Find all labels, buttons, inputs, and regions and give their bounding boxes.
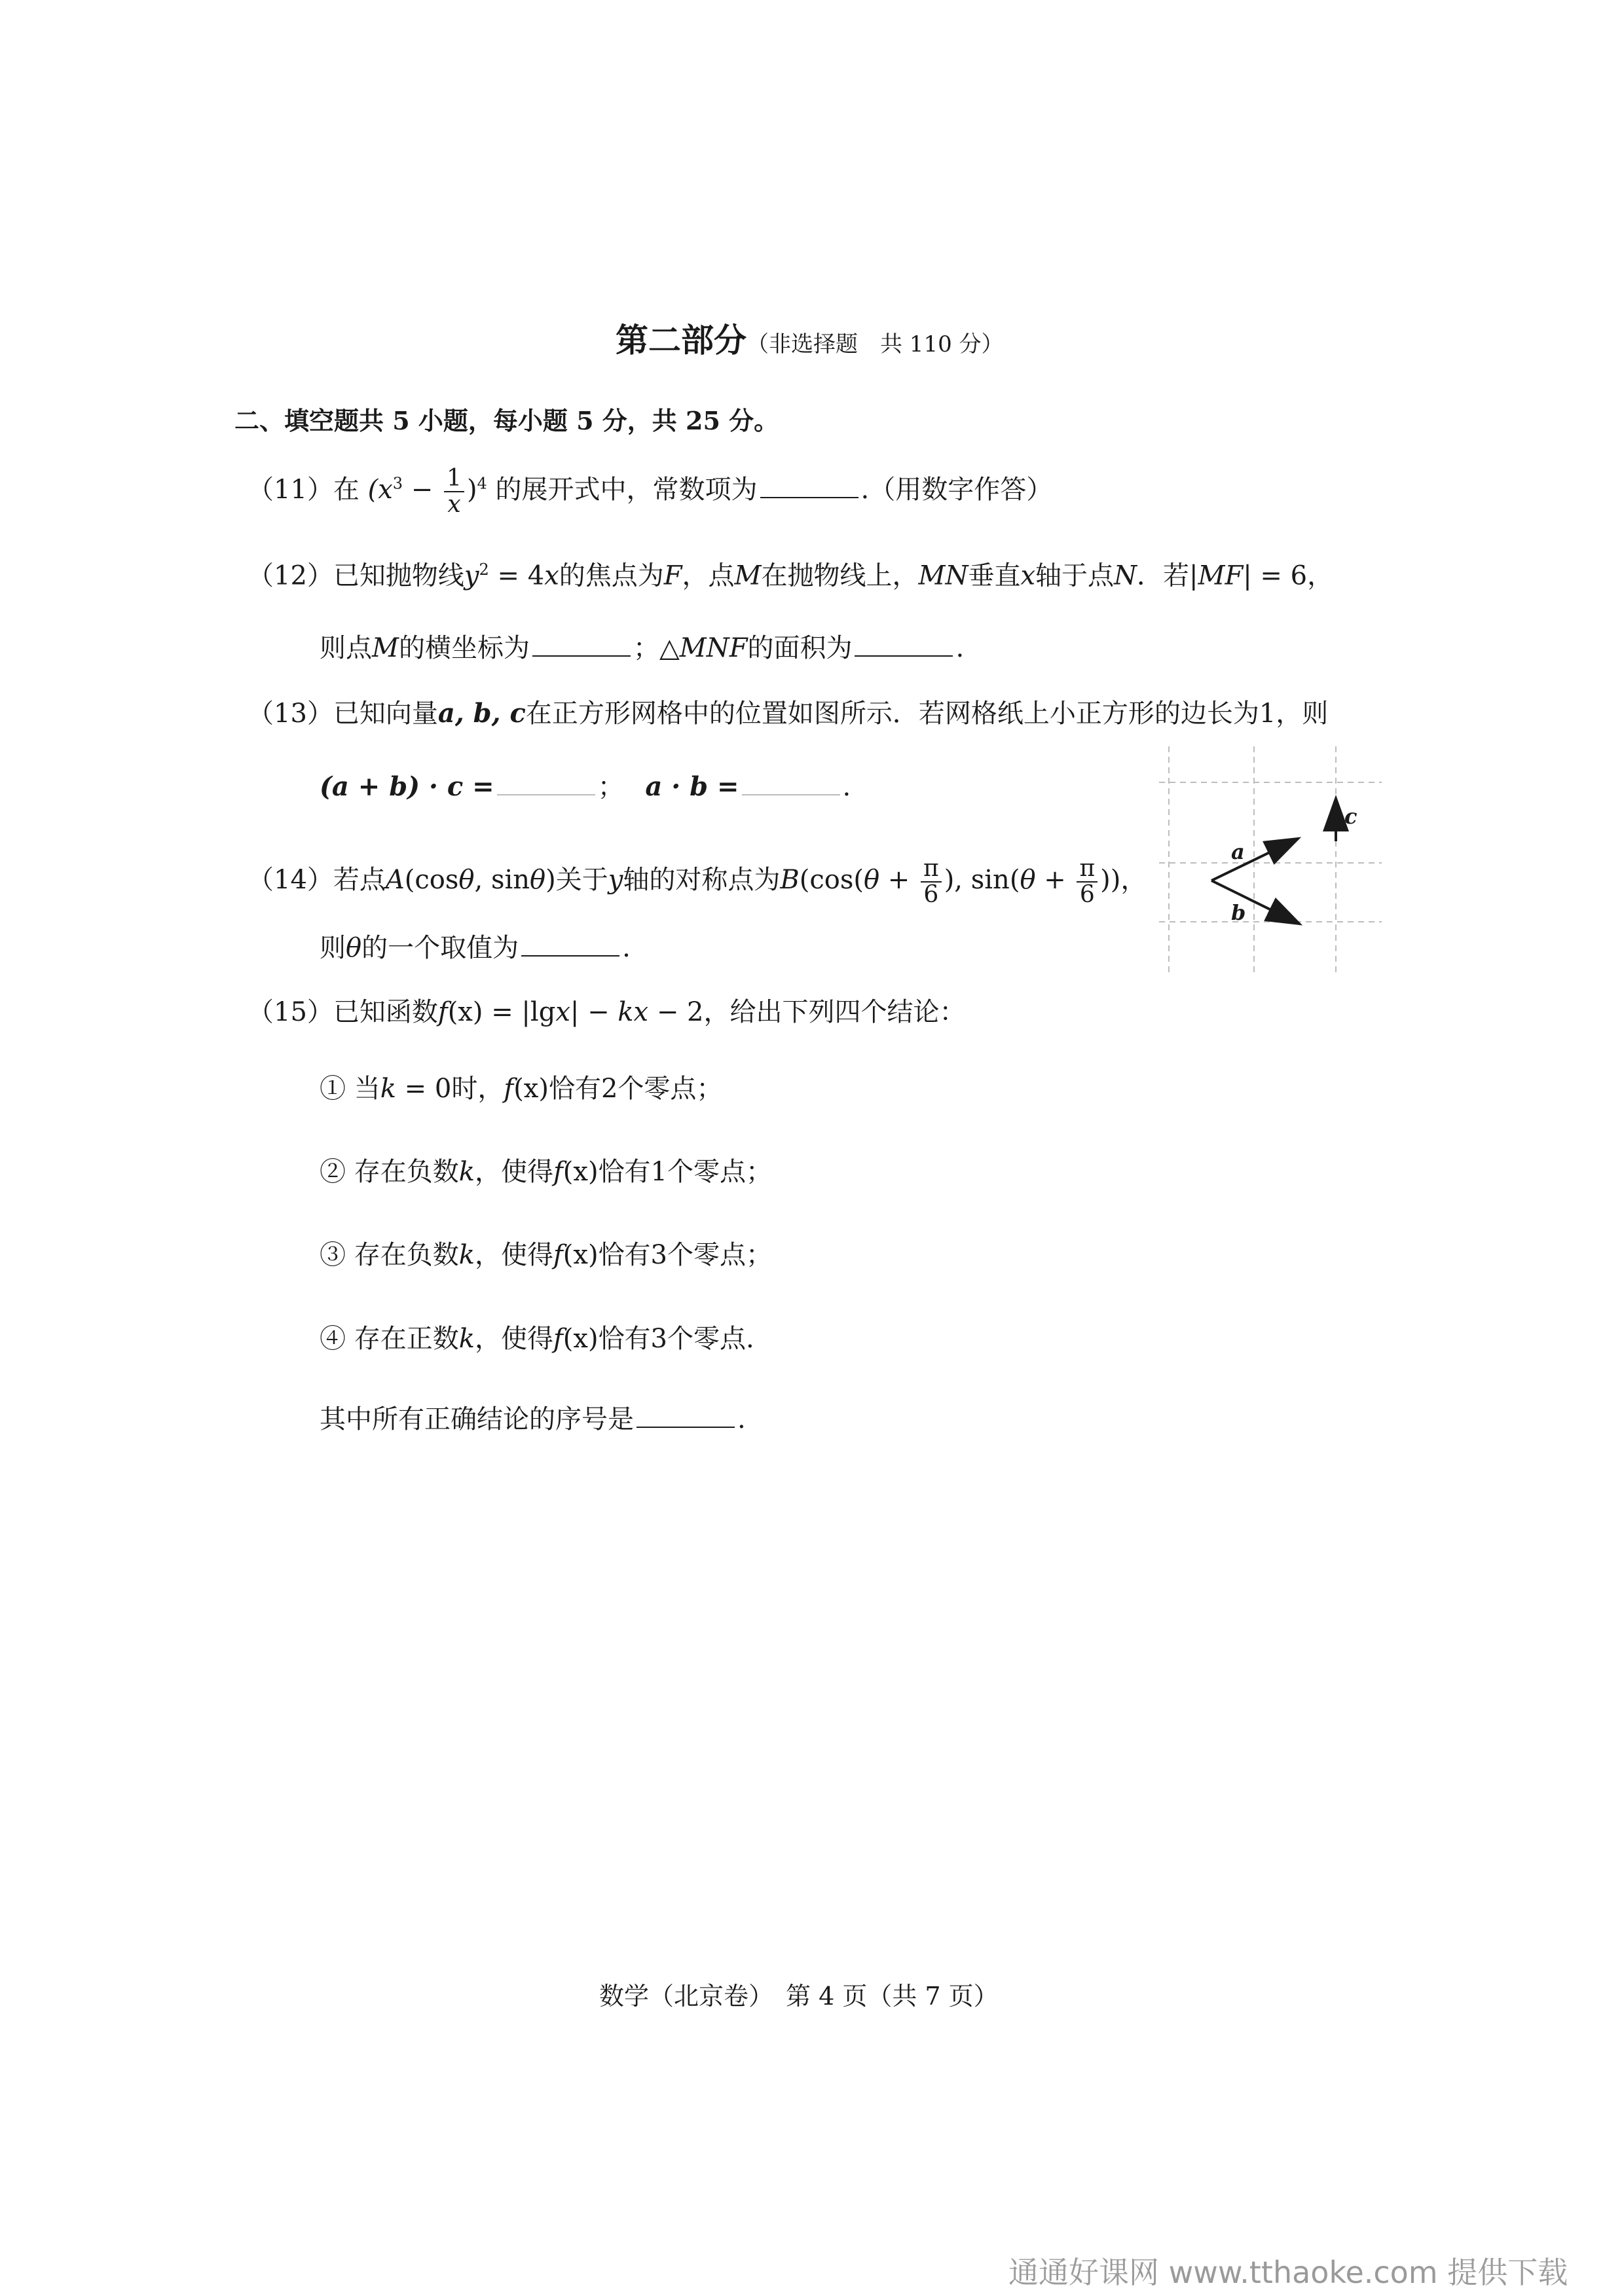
q12-l2d: 的面积为 (747, 633, 853, 663)
q14-A: A (385, 864, 405, 895)
q14-l2th: θ (346, 933, 362, 963)
q14-six2: 6 (1079, 881, 1095, 908)
q13-text2: 在正方形网格中的位置如图所示．若网格纸上小正方形的边长为1，则 (525, 699, 1329, 729)
q12-answer-blank-2 (855, 655, 953, 657)
q13-answer-blank-1 (497, 793, 595, 795)
q14-t8: ), sin( (944, 864, 1020, 895)
q13-vecs: a, b, c (437, 698, 526, 729)
q15-item-3-b: ，使得 (474, 1240, 553, 1270)
question-14-line2 (320, 935, 631, 961)
q14-t9: ))， (1100, 864, 1147, 895)
question-14 (248, 856, 1147, 907)
q15-item-3-k: k (458, 1240, 475, 1270)
q12-text8: = 6， (1251, 560, 1334, 591)
part-title (616, 314, 1004, 361)
question-15 (248, 999, 966, 1025)
watermark-text: 通通好课网 www.tthaoke.com 提供下载 (1008, 2255, 1568, 2290)
q11-expr-open: (x (367, 474, 393, 505)
q13-answer-blank-2 (742, 793, 840, 795)
vector-c-label: c (1344, 804, 1357, 829)
question-13 (248, 698, 1329, 729)
q15-item-4-b: ，使得 (474, 1324, 553, 1354)
q12-N: N (1114, 560, 1137, 591)
q14-text1: 若点 (333, 864, 386, 895)
q15-item-1-d: 恰有2个零点； (548, 1074, 723, 1104)
q12-text3: ，点 (682, 560, 735, 591)
q14-pi2: π (1077, 856, 1098, 883)
q14-l2c: . (622, 933, 631, 963)
q15-item-3 (320, 1242, 772, 1268)
q14-l2a: 则 (320, 933, 346, 963)
q15-item-2-k: k (458, 1157, 475, 1187)
q14-t2: (cos (404, 864, 459, 895)
q13-l2c: a · b = (645, 771, 739, 802)
question-12-line2 (320, 635, 964, 661)
q14-th2: θ (530, 864, 546, 895)
q15-item-3-d: 恰有3个零点； (598, 1240, 773, 1270)
q15-item-3-f: f (553, 1240, 563, 1270)
q12-xaxis: x (1020, 560, 1036, 591)
q15-item-2-d: 恰有1个零点； (598, 1157, 773, 1187)
q14-th4: θ (1020, 864, 1036, 895)
q15-item-4-d: 恰有3个零点. (598, 1324, 754, 1354)
q15-item-4-c: (x) (563, 1324, 599, 1354)
q15-x: x (555, 997, 570, 1027)
q14-answer-blank (521, 955, 619, 957)
q15-item-3-c: (x) (563, 1240, 599, 1270)
q14-pi1: π (921, 856, 942, 883)
q15-item-3-mark: ③ (320, 1240, 346, 1270)
q11-text1: 在 (333, 474, 360, 505)
q15-item-2-f: f (553, 1157, 563, 1187)
q11-fraction (444, 466, 464, 517)
part-title-main: 第二部分 (616, 321, 747, 359)
q12-l2c: ； (633, 633, 659, 663)
q14-frac-1 (921, 856, 942, 907)
vector-grid-figure (1159, 746, 1401, 975)
q15-mid: | − (570, 997, 618, 1027)
q14-t6: 轴的对称点为 (623, 864, 781, 895)
q12-F: F (663, 560, 682, 591)
q15-item-2 (320, 1159, 772, 1185)
q11-exp4: 4 (477, 474, 487, 493)
q12-MNF: MNF (679, 633, 748, 663)
q14-frac-2 (1077, 856, 1098, 907)
section-heading: 二、填空题共 5 小题，每小题 5 分，共 25 分。 (234, 406, 779, 435)
q14-l2b: 的一个取值为 (361, 933, 519, 963)
q15-item-1-c: (x) (513, 1074, 549, 1104)
q15-tail: − 2，给出下列四个结论： (648, 997, 966, 1027)
q14-t7: (cos( (799, 864, 864, 895)
q12-y: y (464, 560, 479, 591)
q13-number: （13） (248, 699, 333, 729)
q12-text4: 在抛物线上， (761, 560, 919, 591)
q14-y: y (608, 864, 623, 895)
q11-close: ) (466, 474, 477, 505)
q15-item-4-f: f (553, 1324, 563, 1354)
q14-t3: , sin (474, 864, 530, 895)
q12-text2: 的焦点为 (559, 560, 664, 591)
q15-item-4-mark: ④ (320, 1324, 346, 1354)
q14-B: B (780, 864, 800, 895)
q12-l2b: 的横坐标为 (398, 633, 530, 663)
q11-frac-num: 1 (444, 466, 464, 492)
q15-x2: x (633, 997, 649, 1027)
q12-abs: |MF| (1189, 560, 1252, 591)
q12-x: x (544, 560, 559, 591)
q15-item-1-mark: ① (320, 1074, 346, 1104)
q15-item-4-k: k (458, 1324, 475, 1354)
q15-item-1-b: = 0时， (396, 1074, 504, 1104)
q15-item-1-k: k (380, 1074, 396, 1104)
q15-item-2-c: (x) (563, 1157, 599, 1187)
q12-sq: 2 (479, 560, 489, 579)
q15-fx: (x) = |lg (447, 997, 556, 1027)
q15-t1: 已知函数 (333, 997, 438, 1027)
q15-item-2-a: 存在负数 (354, 1157, 459, 1187)
q15-item-1 (320, 1076, 722, 1102)
q15-answer-blank (637, 1426, 735, 1428)
q12-answer-blank-1 (532, 655, 631, 657)
q12-text7: ．若 (1137, 560, 1190, 591)
q14-plus2: + (1035, 864, 1075, 895)
q15-closing (320, 1406, 746, 1432)
q11-answer-blank (760, 496, 858, 498)
q14-th1: θ (458, 864, 475, 895)
q15-item-4-a: 存在正数 (354, 1324, 459, 1354)
q15-item-2-b: ，使得 (474, 1157, 553, 1187)
q11-minus: − (403, 474, 442, 505)
q11-exp3: 3 (392, 474, 403, 493)
q14-t4: ) (545, 864, 556, 895)
q11-number: （11） (248, 474, 333, 505)
q11-frac-den: x (447, 490, 461, 518)
q15-item-1-a: 当 (354, 1074, 380, 1104)
q15-item-3-a: 存在负数 (354, 1240, 459, 1270)
q14-plus1: + (879, 864, 919, 895)
vector-b-label: b (1231, 900, 1246, 925)
q12-number: （12） (248, 560, 333, 591)
question-12 (248, 562, 1333, 589)
q13-l2d: . (842, 772, 851, 802)
q14-t5: 关于 (555, 864, 608, 895)
q12-tri: △ (659, 633, 680, 663)
q15-f: f (437, 997, 448, 1027)
q13-text1: 已知向量 (333, 699, 438, 729)
q15-k: k (618, 997, 634, 1027)
question-11 (248, 466, 1052, 517)
q15-item-1-f: f (504, 1074, 514, 1104)
q14-th3: θ (863, 864, 880, 895)
q15-item-4 (320, 1326, 754, 1352)
q11-text3: .（用数字作答） (860, 474, 1053, 505)
part-title-sub: （非选择题 共 110 分） (747, 331, 1004, 357)
q15-closing-b: . (737, 1404, 746, 1434)
q13-l2a: (a + b) · c = (320, 771, 494, 802)
q12-l2M: M (372, 633, 399, 663)
q12-text6: 轴于点 (1035, 560, 1115, 591)
q12-eq: = 4 (489, 560, 545, 591)
page-footer: 数学（北京卷） 第 4 页（共 7 页） (599, 1982, 999, 2011)
q13-l2b: ； (597, 772, 624, 802)
grid-lines (1159, 746, 1382, 975)
q15-number: （15） (248, 997, 333, 1027)
question-13-line2 (320, 771, 851, 802)
q12-text5: 垂直 (968, 560, 1021, 591)
q12-MN: MN (918, 560, 969, 591)
q12-M: M (734, 560, 762, 591)
q12-l2a: 则点 (320, 633, 372, 663)
q12-text1: 已知抛物线 (333, 560, 464, 591)
vector-a-label: a (1231, 839, 1245, 864)
q12-l2e: . (955, 633, 965, 663)
q14-six1: 6 (923, 881, 939, 908)
q11-text2: 的展开式中，常数项为 (495, 474, 758, 505)
q15-item-2-mark: ② (320, 1157, 346, 1187)
q14-number: （14） (248, 864, 333, 895)
q15-closing-a: 其中所有正确结论的序号是 (320, 1404, 634, 1434)
